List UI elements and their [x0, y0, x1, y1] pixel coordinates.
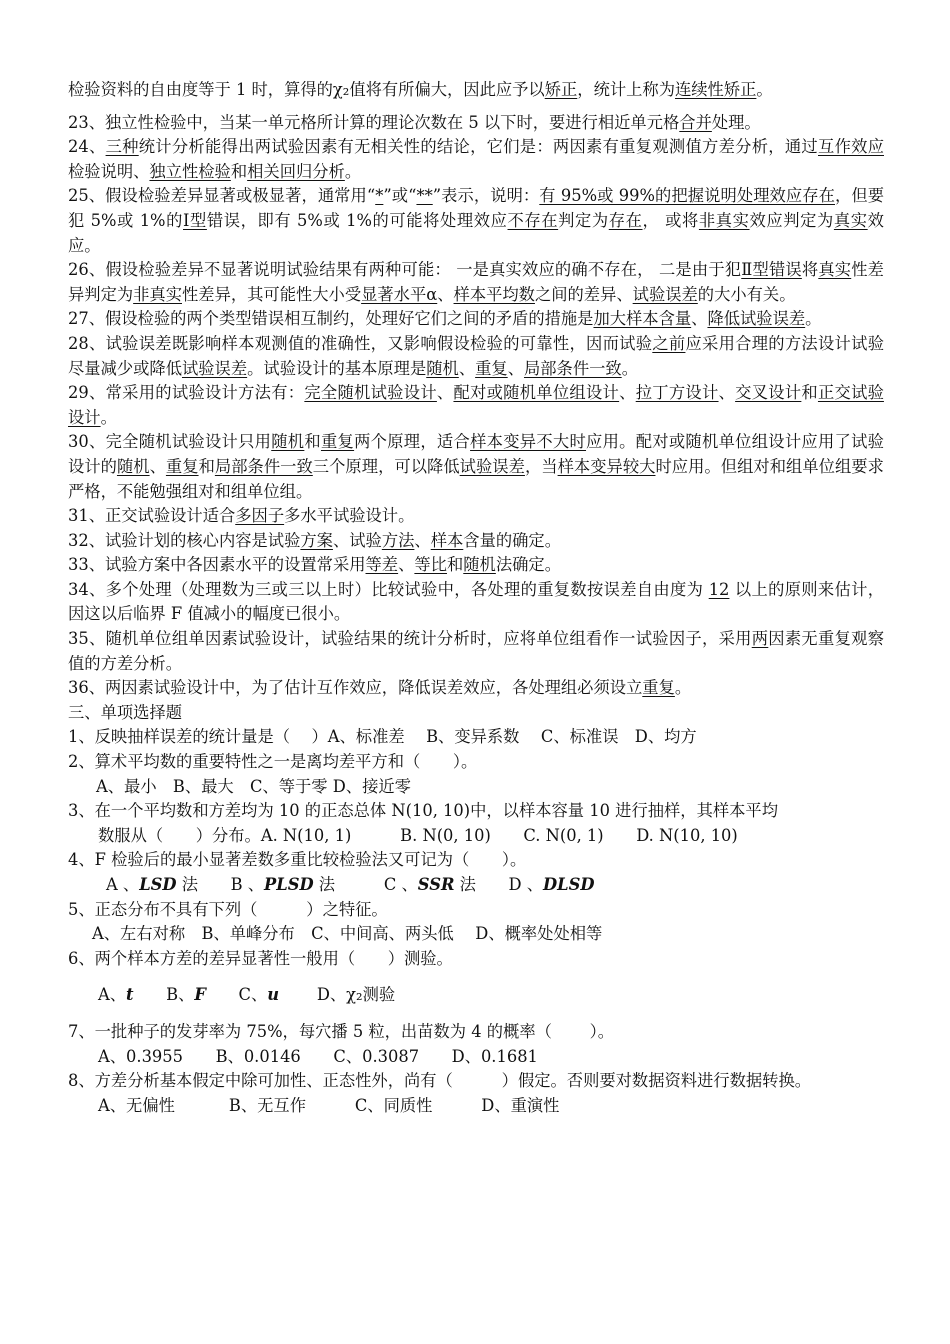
para-32	[68, 529, 884, 554]
answer-blank: 三种	[105, 137, 139, 157]
para-24	[68, 135, 884, 184]
text-run: 检验资料的自由度等于 1 时，算得的χ₂值将有所偏大，因此应予以	[68, 80, 545, 99]
text-run: 两个原理，适合	[354, 432, 471, 452]
mcq-2-options: A、最小 B、最大 C、等于零 D、接近零	[96, 776, 411, 796]
text-run: ， 或将	[642, 210, 699, 230]
answer-blank: 随机	[426, 358, 459, 378]
mcq-5-options: A、左右对称 B、单峰分布 C、中间高、两头低 D、概率处处相等	[92, 924, 603, 944]
text-run: 的大小有关。	[697, 284, 796, 304]
answer-blank: Ⅰ型	[183, 210, 207, 230]
text-run: 。	[621, 358, 638, 378]
text-run: 27、假设检验的两个类型错误相互制约，处理好它们之间的矛盾的措施是	[68, 309, 594, 329]
text-run: 31、正交试验设计适合	[68, 506, 236, 526]
text-run: 和	[198, 456, 215, 476]
text-run: 错误，即有 5%或 1%的可能将处理效应	[206, 210, 508, 230]
text-run: C、	[205, 985, 268, 1005]
text-run: 、	[619, 383, 636, 403]
answer-blank: 加大样本含量	[593, 309, 692, 329]
text-run: ，统计上称为	[577, 80, 675, 99]
answer-blank: 非真实	[133, 284, 182, 304]
text-run: 法确定。	[495, 555, 561, 575]
text-run: ，当	[524, 456, 558, 476]
para-35	[68, 627, 884, 676]
para-34	[68, 578, 884, 627]
answer-blank: 随机	[271, 432, 305, 452]
para-continuation	[68, 78, 884, 103]
answer-blank: 样本	[430, 530, 464, 550]
section-heading: 三、单项选择题	[68, 702, 182, 722]
answer-blank: 等差	[365, 555, 399, 575]
para-29	[68, 381, 884, 430]
text-run: 、试验	[332, 530, 382, 550]
answer-blank: 试验误差	[181, 358, 248, 378]
answer-blank: 显著水平α	[361, 284, 438, 304]
answer-blank: 多因子	[235, 506, 285, 526]
para-25	[68, 184, 884, 258]
answer-blank: 等比	[414, 555, 447, 575]
text-run: 判定为	[558, 210, 609, 230]
mcq-7-options: A、0.3955 B、0.0146 C、0.3087 D、0.1681	[98, 1046, 538, 1066]
text-run: 、	[437, 284, 454, 304]
answer-blank: 合并	[679, 112, 712, 132]
text-run: 28、试验误差既影响样本观测值的准确性，又影响假设检验的可靠性，因而试验	[68, 333, 653, 353]
answer-blank: 方法	[381, 530, 415, 550]
text-run: 、	[436, 383, 454, 403]
text-run: 。	[100, 407, 117, 427]
answer-blank: 重复	[320, 432, 355, 452]
text-run: 30、完全随机试验设计只用	[68, 432, 272, 452]
text-run: 。	[344, 161, 362, 181]
mcq-8-options: A、无偏性 B、无互作 C、同质性 D、重演性	[98, 1095, 560, 1115]
answer-blank: 之前	[652, 333, 686, 353]
answer-blank: 随机	[463, 555, 496, 575]
text-run: 将	[801, 260, 819, 280]
text-run: DLSD	[543, 875, 595, 894]
text-run: 多水平试验设计。	[284, 506, 415, 526]
text-run: 效应。	[68, 210, 884, 255]
answer-blank: 相关回归分析	[247, 161, 345, 181]
text-run: 、	[414, 530, 431, 550]
text-run: 以上的原则来估计，因这以后临界 F 值减小的幅度已很小。	[68, 579, 884, 624]
answer-blank: *	[375, 186, 384, 206]
para-23	[68, 111, 884, 136]
answer-blank: 两	[751, 629, 769, 649]
text-run: D、χ₂测验	[279, 985, 396, 1005]
text-run: 因素无重复观察值的方差分析。	[68, 629, 884, 673]
text-run: 。	[674, 678, 692, 698]
para-31	[68, 504, 884, 529]
answer-blank: 重复	[642, 678, 675, 698]
text-run: SSR	[417, 875, 455, 894]
answer-blank: 真实	[818, 260, 852, 280]
text-run: 32、试验计划的核心内容是试验	[68, 530, 301, 550]
mcq-3-line2: 数服从（ ）分布。A. N(10, 1) B. N(0, 10) C. N(0, 1) D. N(10, 10)	[98, 825, 738, 845]
answer-blank: 有 95%或 99%的把握说明处理效应存在	[539, 186, 835, 206]
text-run: 法 D 、	[454, 875, 544, 894]
answer-blank: 不存在	[507, 210, 559, 230]
answer-blank: 局部条件一致	[523, 358, 622, 378]
text-run: B、	[133, 985, 195, 1005]
answer-blank: 完全随机试验设计	[304, 383, 437, 403]
text-run: 性差异判定为	[68, 260, 884, 304]
text-run: 法 C 、	[313, 875, 418, 894]
text-run: 时应用。但组对和组单位组要求严格，不能勉强组对和组单位组。	[68, 456, 884, 501]
text-run: u	[267, 985, 280, 1005]
text-run: 含量的确定。	[463, 530, 561, 550]
answer-blank: 12	[708, 579, 730, 599]
text-run: 33、试验方案中各因素水平的设置常采用	[68, 555, 366, 575]
para-28	[68, 332, 884, 381]
answer-blank: 降低试验误差	[707, 309, 806, 329]
text-run: 。	[756, 80, 773, 99]
text-run: ”或“	[383, 186, 417, 206]
mcq-8: 8、方差分析基本假定中除可加性、正态性外，尚有（ ）假定。否则要对数据资料进行数据转换。	[68, 1071, 812, 1091]
answer-blank: 真实	[833, 210, 868, 230]
text-run: ，但要犯 5%或 1%的	[68, 186, 884, 230]
para-30	[68, 430, 884, 504]
answer-blank: 重复	[475, 358, 508, 378]
answer-blank: 正交试验设计	[68, 383, 884, 427]
text-run: 34、多个处理（处理数为三或三以上时）比较试验中，各处理的重复数按误差自由度为	[68, 579, 709, 599]
answer-blank: 样本变异较大	[557, 456, 656, 476]
text-run: 26、假设检验差异不显著说明试验结果有两种可能： 一是真实效应的确不存在， 二是由于犯	[68, 260, 742, 280]
text-run: 和	[801, 383, 818, 403]
text-run: 处理。	[711, 112, 761, 132]
answer-blank: 试验误差	[459, 456, 525, 476]
text-run: 应用。配对或随机单位组设计应用了试验设计的	[68, 432, 884, 476]
para-26	[68, 258, 884, 307]
mcq-7: 7、一批种子的发芽率为 75%，每穴播 5 粒，出苗数为 4 的概率（ ）。	[68, 1021, 615, 1041]
text-run: 35、随机单位组单因素试验设计，试验结果的统计分析时，应将单位组看作一试验因子，采用	[68, 629, 752, 649]
text-run: A 、	[106, 875, 140, 894]
text-run: F	[194, 985, 206, 1005]
text-run: 法 B 、	[176, 875, 264, 894]
mcq-4: 4、F 检验后的最小显著差数多重比较检验法又可记为（ ）。	[68, 850, 527, 870]
text-run: 36、两因素试验设计中，为了估计互作效应，降低误差效应，各处理组必须设立	[68, 678, 643, 698]
mcq-4-options	[68, 873, 884, 898]
text-run: 统计分析能得出两试验因素有无相关性的结论，它们是：两因素有重复观测值方差分析，通过	[138, 137, 818, 157]
answer-blank: 存在	[608, 210, 643, 230]
text-run: LSD	[139, 875, 177, 894]
text-run: 、	[718, 383, 736, 403]
text-run: 应采用合理的方法设计试验尽量减少或降低	[68, 333, 884, 378]
answer-blank: 矫正	[544, 80, 578, 99]
text-run: 性差异，其可能性大小受	[182, 284, 362, 304]
answer-blank: 局部条件一致	[214, 456, 313, 476]
text-run: PLSD	[264, 875, 314, 894]
text-run: 。	[805, 309, 822, 329]
text-run: 24、	[68, 137, 106, 157]
answer-blank: 随机	[116, 456, 150, 476]
answer-blank: 独立性检验	[149, 161, 231, 181]
text-run: 和	[446, 555, 464, 575]
answer-blank: 拉丁方设计	[635, 383, 719, 403]
text-run: 和	[230, 161, 248, 181]
answer-blank: 配对或随机单位组设计	[453, 383, 620, 403]
para-36	[68, 676, 884, 701]
text-run: ”表示，说明：	[432, 186, 540, 206]
mcq-6-options	[68, 983, 884, 1008]
answer-blank: 交叉设计	[735, 383, 802, 403]
mcq-6: 6、两个样本方差的差异显著性一般用（ ）测验。	[68, 948, 453, 968]
answer-blank: Ⅱ型错误	[741, 260, 802, 280]
answer-blank: 连续性矫正	[674, 80, 757, 99]
text-run: 25、假设检验差异显著或极显著，通常用“	[68, 186, 376, 206]
text-run: 29、常采用的试验设计方法有：	[68, 383, 305, 403]
answer-blank: 非真实	[698, 210, 750, 230]
answer-blank: 试验误差	[632, 284, 698, 304]
answer-blank: 样本变异不大时	[470, 432, 587, 452]
text-run: 和	[304, 432, 321, 452]
text-run: 之间的差异、	[534, 284, 633, 304]
mcq-5: 5、正态分布不具有下列（ ）之特征。	[68, 899, 388, 919]
text-run: 、	[691, 309, 708, 329]
para-33	[68, 553, 884, 578]
answer-blank: 重复	[165, 456, 199, 476]
answer-blank: **	[416, 186, 433, 206]
text-run: 三个原理，可以降低	[312, 456, 460, 476]
text-run: 23、独立性检验中，当某一单元格所计算的理论次数在 5 以下时，要进行相近单元格	[68, 112, 680, 132]
answer-blank: 样本平均数	[453, 284, 535, 304]
mcq-3-line1: 3、在一个平均数和方差均为 10 的正态总体 N(10, 10)中，以样本容量 10 进行抽样，其样本平均	[68, 801, 778, 821]
text-run: 。试验设计的基本原理是	[247, 358, 427, 378]
text-run: t	[126, 985, 134, 1005]
text-run: 、	[507, 358, 524, 378]
mcq-1: 1、反映抽样误差的统计量是（ ）A、标准差 B、变异系数 C、标准误 D、均方	[68, 727, 697, 747]
text-run: A、	[98, 985, 127, 1005]
text-run: 、	[458, 358, 476, 378]
answer-blank: 互作效应	[818, 137, 884, 157]
mcq-2: 2、算术平均数的重要特性之一是离均差平方和（ ）。	[68, 752, 478, 772]
text-run: 、	[149, 456, 166, 476]
text-run: 效应判定为	[749, 210, 834, 230]
para-27	[68, 307, 884, 332]
answer-blank: 方案	[300, 530, 333, 550]
text-run: 、	[398, 555, 415, 575]
document-page	[68, 78, 884, 1118]
text-run: 检验说明、	[68, 161, 150, 181]
